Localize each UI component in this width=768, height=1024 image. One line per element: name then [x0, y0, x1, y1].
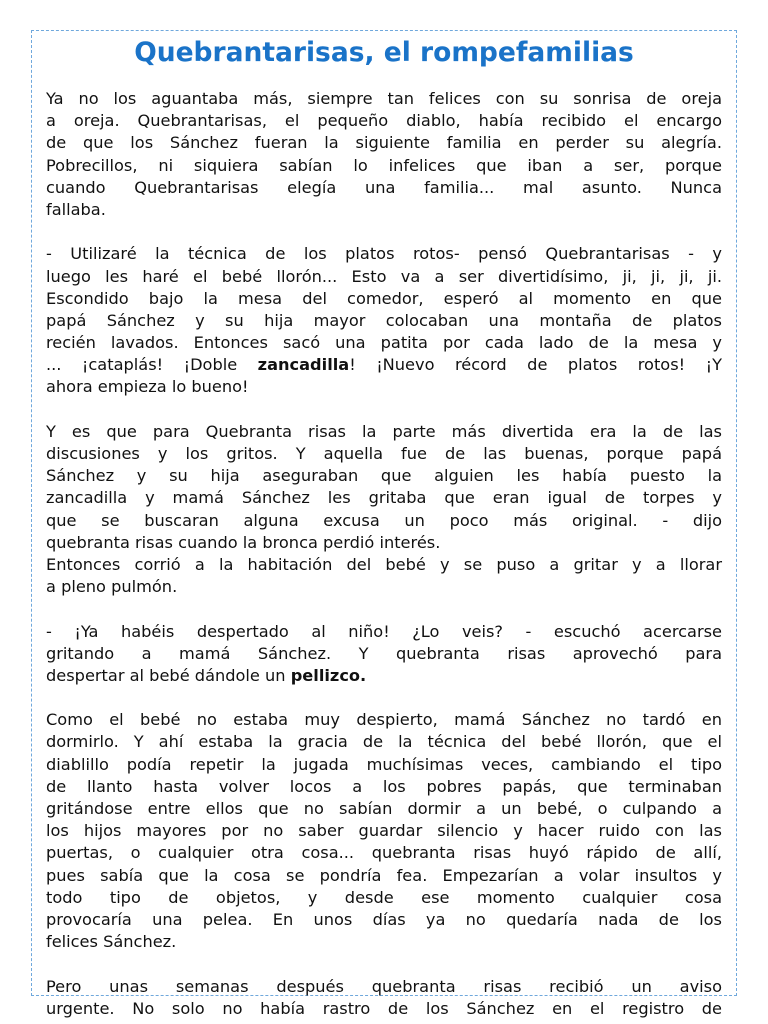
- text-line: gritándose entre ellos que no sabían dormir a un bebé, o culpando a: [46, 799, 722, 818]
- paragraph: [46, 421, 722, 599]
- text-line-mixed: [46, 354, 722, 376]
- text-line: cuando Quebrantarisas elegía una familia... mal asunto. Nunca: [46, 177, 722, 197]
- paragraph-gap: [46, 399, 722, 421]
- page-frame: [31, 30, 737, 1018]
- text-line: Entonces corrió a la habitación del bebé y se puso a gritar y a llorar: [46, 554, 722, 574]
- bold-word: pellizco.: [290, 665, 367, 685]
- text-line: felices Sánchez.: [46, 932, 177, 952]
- page-title: Quebrantarisas, el rompefamilias: [134, 37, 634, 68]
- text-line: zancadilla y mamá Sánchez les gritaba que eran igual de torpes y: [46, 488, 722, 508]
- text-line: a oreja. Quebrantarisas, el pequeño diablo, había recibido el encargo: [46, 111, 722, 131]
- text-line: fallaba.: [46, 199, 106, 219]
- text-line: a pleno pulmón.: [46, 577, 178, 597]
- text-line: Pero unas semanas después quebranta risas recibió un aviso: [46, 976, 722, 996]
- text-segment: ... ¡cataplás! ¡Doble: [46, 355, 258, 375]
- text-line: puertas, o cualquier otra cosa... quebranta risas huyó rápido de allí,: [46, 843, 722, 863]
- text-line: gritando a mamá Sánchez. Y quebranta risas aprovechó para: [46, 643, 722, 663]
- paragraph: [46, 976, 722, 1020]
- text-line: luego les haré el bebé llorón... Esto va a ser divertidísimo, ji, ji, ji, ji.: [46, 266, 722, 286]
- text-line: - ¡Ya habéis despertado al niño! ¿Lo veis? - escuchó acercarse: [46, 621, 722, 641]
- text-line: Como el bebé no estaba muy despierto, mamá Sánchez no tardó en: [46, 710, 722, 730]
- text-line: recién lavados. Entonces sacó una patita por cada lado de la mesa y: [46, 333, 722, 353]
- text-line: quebranta risas cuando la bronca perdió interés.: [46, 532, 441, 552]
- paragraph: [46, 621, 722, 688]
- text-segment: despertar al bebé dándole un: [46, 665, 291, 685]
- bold-word: zancadilla: [257, 355, 350, 375]
- text-line: Pobrecillos, ni siquiera sabían lo infelices que iban a ser, porque: [46, 155, 722, 175]
- text-line-mixed: [46, 665, 722, 687]
- text-line: de llanto hasta volver locos a los pobres papás, que terminaban: [46, 776, 722, 796]
- text-line: Y es que para Quebranta risas la parte más divertida era la de las: [46, 421, 722, 441]
- paragraph: [46, 88, 722, 221]
- text-line: dormirlo. Y ahí estaba la gracia de la técnica del bebé llorón, que el: [46, 732, 722, 752]
- text-line: que se buscaran alguna excusa un poco más original. - dijo: [46, 510, 722, 530]
- text-line: provocaría una pelea. En unos días ya no quedaría nada de los: [46, 909, 722, 929]
- text-line: ahora empieza lo bueno!: [46, 377, 249, 397]
- text-line: discusiones y los gritos. Y aquella fue de las buenas, porque papá: [46, 444, 722, 463]
- text-line: todo tipo de objetos, y desde ese momento cualquier cosa: [46, 887, 722, 907]
- text-line: pues sabía que la cosa se pondría fea. Empezarían a volar insultos y: [46, 865, 722, 885]
- text-line: Escondido bajo la mesa del comedor, esperó al momento en que: [46, 288, 722, 308]
- text-line: papá Sánchez y su hija mayor colocaban una montaña de platos: [46, 310, 722, 330]
- text-line: diablillo podía repetir la jugada muchísimas veces, cambiando el tipo: [46, 754, 722, 774]
- text-line: Ya no los aguantaba más, siempre tan felices con su sonrisa de oreja: [46, 89, 722, 108]
- paragraph-gap: [46, 953, 722, 975]
- text-line: - Utilizaré la técnica de los platos rotos- pensó Quebrantarisas - y: [46, 244, 722, 264]
- paragraph-gap: [46, 687, 722, 709]
- text-line: los hijos mayores por no saber guardar silencio y hacer ruido con las: [46, 821, 722, 841]
- paragraph: [46, 709, 722, 953]
- story-text: [46, 88, 722, 1020]
- paragraph-gap: [46, 221, 722, 243]
- paragraph-gap: [46, 598, 722, 620]
- text-line: de que los Sánchez fueran la siguiente familia en perder su alegría.: [46, 133, 722, 153]
- text-segment: ! ¡Nuevo récord de platos rotos! ¡Y: [349, 355, 722, 375]
- paragraph: [46, 243, 722, 398]
- text-line: Sánchez y su hija aseguraban que alguien les había puesto la: [46, 466, 722, 486]
- text-line: urgente. No solo no había rastro de los Sánchez en el registro de: [46, 998, 722, 1018]
